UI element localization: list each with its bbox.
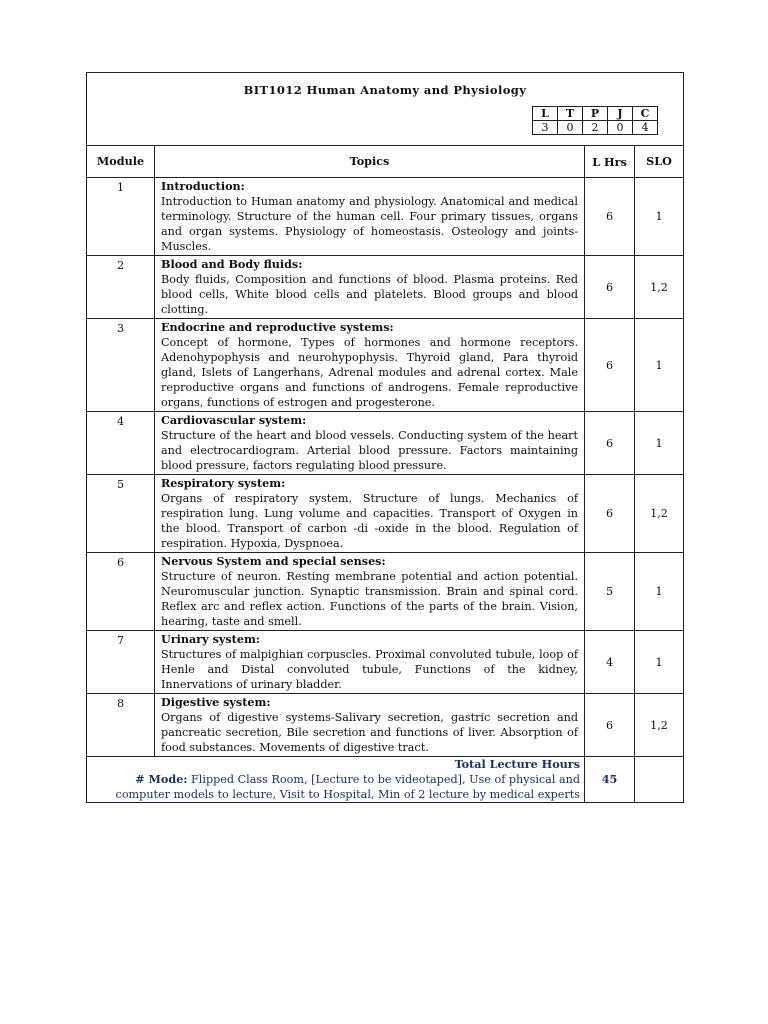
module-topics: [155, 178, 585, 256]
column-header-row: [87, 146, 684, 178]
mode-cell: [87, 757, 585, 803]
module-hours: 6: [585, 256, 635, 319]
ltpjc-value: 4: [633, 121, 658, 135]
total-lecture-hours-label: Total Lecture Hours: [454, 757, 580, 771]
footer-row: [87, 757, 684, 803]
module-description: Structure of neuron. Resting membrane potential and action potential. Neuromuscular junction. Synaptic transmission. Brain and spinal cord. Reflex arc and reflex action. Functions of the parts of the brain. Vision, hearing, taste and smell.: [161, 570, 578, 628]
module-topics: [155, 553, 585, 631]
module-heading: Digestive system:: [161, 695, 271, 709]
total-lecture-hours-value: 45: [585, 757, 635, 803]
module-heading: Cardiovascular system:: [161, 413, 307, 427]
module-number: 4: [87, 412, 155, 475]
module-row: [87, 256, 684, 319]
module-number: 8: [87, 694, 155, 757]
ltpjc-value: 3: [533, 121, 558, 135]
module-hours: 5: [585, 553, 635, 631]
ltpjc-value-row: [533, 121, 658, 135]
module-topics: [155, 412, 585, 475]
course-title: BIT1012 Human Anatomy and Physiology: [243, 83, 527, 97]
module-heading: Nervous System and special senses:: [161, 554, 386, 568]
module-topics: [155, 694, 585, 757]
module-number: 5: [87, 475, 155, 553]
module-row: [87, 475, 684, 553]
module-description: Structures of malpighian corpuscles. Proximal convoluted tubule, loop of Henle and Distal convoluted tubule, Functions of the kidney, Innervations of urinary bladder.: [161, 648, 578, 691]
ltpjc-value: 2: [583, 121, 608, 135]
module-number: 2: [87, 256, 155, 319]
module-slo: 1: [635, 412, 684, 475]
module-column-header: Module: [87, 146, 155, 178]
course-header-row: [87, 73, 684, 146]
module-slo: 1: [635, 631, 684, 694]
module-topics: [155, 475, 585, 553]
module-topics: [155, 319, 585, 412]
module-row: [87, 694, 684, 757]
module-topics: [155, 256, 585, 319]
ltpjc-label: T: [558, 107, 583, 121]
module-slo: 1: [635, 178, 684, 256]
ltpjc-label-row: [533, 107, 658, 121]
module-heading: Introduction:: [161, 179, 245, 193]
module-heading: Respiratory system:: [161, 476, 286, 490]
module-row: [87, 553, 684, 631]
module-hours: 6: [585, 178, 635, 256]
module-number: 1: [87, 178, 155, 256]
module-slo: 1: [635, 319, 684, 412]
ltpjc-label: P: [583, 107, 608, 121]
ltpjc-value: 0: [558, 121, 583, 135]
module-hours: 6: [585, 694, 635, 757]
module-heading: Blood and Body fluids:: [161, 257, 303, 271]
module-description: Structure of the heart and blood vessels. Conducting system of the heart and electrocardiogram. Arterial blood pressure. Factors maintaining blood pressure, factors regulating blood pressure.: [161, 429, 578, 472]
module-row: [87, 412, 684, 475]
ltpjc-label: C: [633, 107, 658, 121]
module-slo: 1,2: [635, 256, 684, 319]
module-number: 6: [87, 553, 155, 631]
topics-column-header: Topics: [155, 146, 585, 178]
module-slo: 1: [635, 553, 684, 631]
ltpjc-value: 0: [608, 121, 633, 135]
module-row: [87, 631, 684, 694]
module-description: Organs of respiratory system. Structure of lungs. Mechanics of respiration lung. Lung volume and capacities. Transport of Oxygen in the blood. Transport of carbon -di -oxide in the blood. Regulation of respiration. Hypoxia, Dyspnoea.: [161, 492, 578, 550]
module-hours: 6: [585, 319, 635, 412]
module-hours: 6: [585, 412, 635, 475]
syllabus-table: [86, 72, 684, 803]
module-description: Body fluids, Composition and functions of blood. Plasma proteins. Red blood cells, White blood cells and platelets. Blood groups and blood clotting.: [161, 273, 578, 316]
mode-description: Flipped Class Room, [Lecture to be videotaped], Use of physical and computer models to lecture, Visit to Hospital, Min of 2 lecture by medical experts: [115, 773, 580, 801]
slo-column-header: SLO: [635, 146, 684, 178]
module-description: Concept of hormone, Types of hormones and hormone receptors. Adenohypophysis and neurohypophysis. Thyroid gland, Para thyroid gland, Islets of Langerhans, Adrenal modules and adrenal cortex. Male reproductive organs and functions of androgens. Female reproductive organs, functions of estrogen and progesterone.: [161, 336, 578, 409]
lhrs-column-header: L Hrs: [585, 146, 635, 178]
course-header: [87, 73, 684, 146]
ltpjc-label: L: [533, 107, 558, 121]
ltpjc-label: J: [608, 107, 633, 121]
module-heading: Urinary system:: [161, 632, 260, 646]
module-row: [87, 178, 684, 256]
ltpjc-table: [532, 106, 658, 135]
module-slo: 1,2: [635, 694, 684, 757]
module-description: Organs of digestive systems-Salivary secretion, gastric secretion and pancreatic secretion, Bile secretion and functions of liver. Absorption of food substances. Movements of digestive tract.: [161, 711, 578, 754]
module-hours: 4: [585, 631, 635, 694]
module-slo: 1,2: [635, 475, 684, 553]
footer-empty-cell: [635, 757, 684, 803]
mode-label: # Mode:: [135, 772, 188, 786]
module-description: Introduction to Human anatomy and physiology. Anatomical and medical terminology. Structure of the human cell. Four primary tissues, organs and organ systems. Physiology of homeostasis. Osteology and joints- Muscles.: [161, 195, 578, 253]
module-hours: 6: [585, 475, 635, 553]
module-heading: Endocrine and reproductive systems:: [161, 320, 394, 334]
module-number: 7: [87, 631, 155, 694]
module-row: [87, 319, 684, 412]
module-topics: [155, 631, 585, 694]
module-number: 3: [87, 319, 155, 412]
